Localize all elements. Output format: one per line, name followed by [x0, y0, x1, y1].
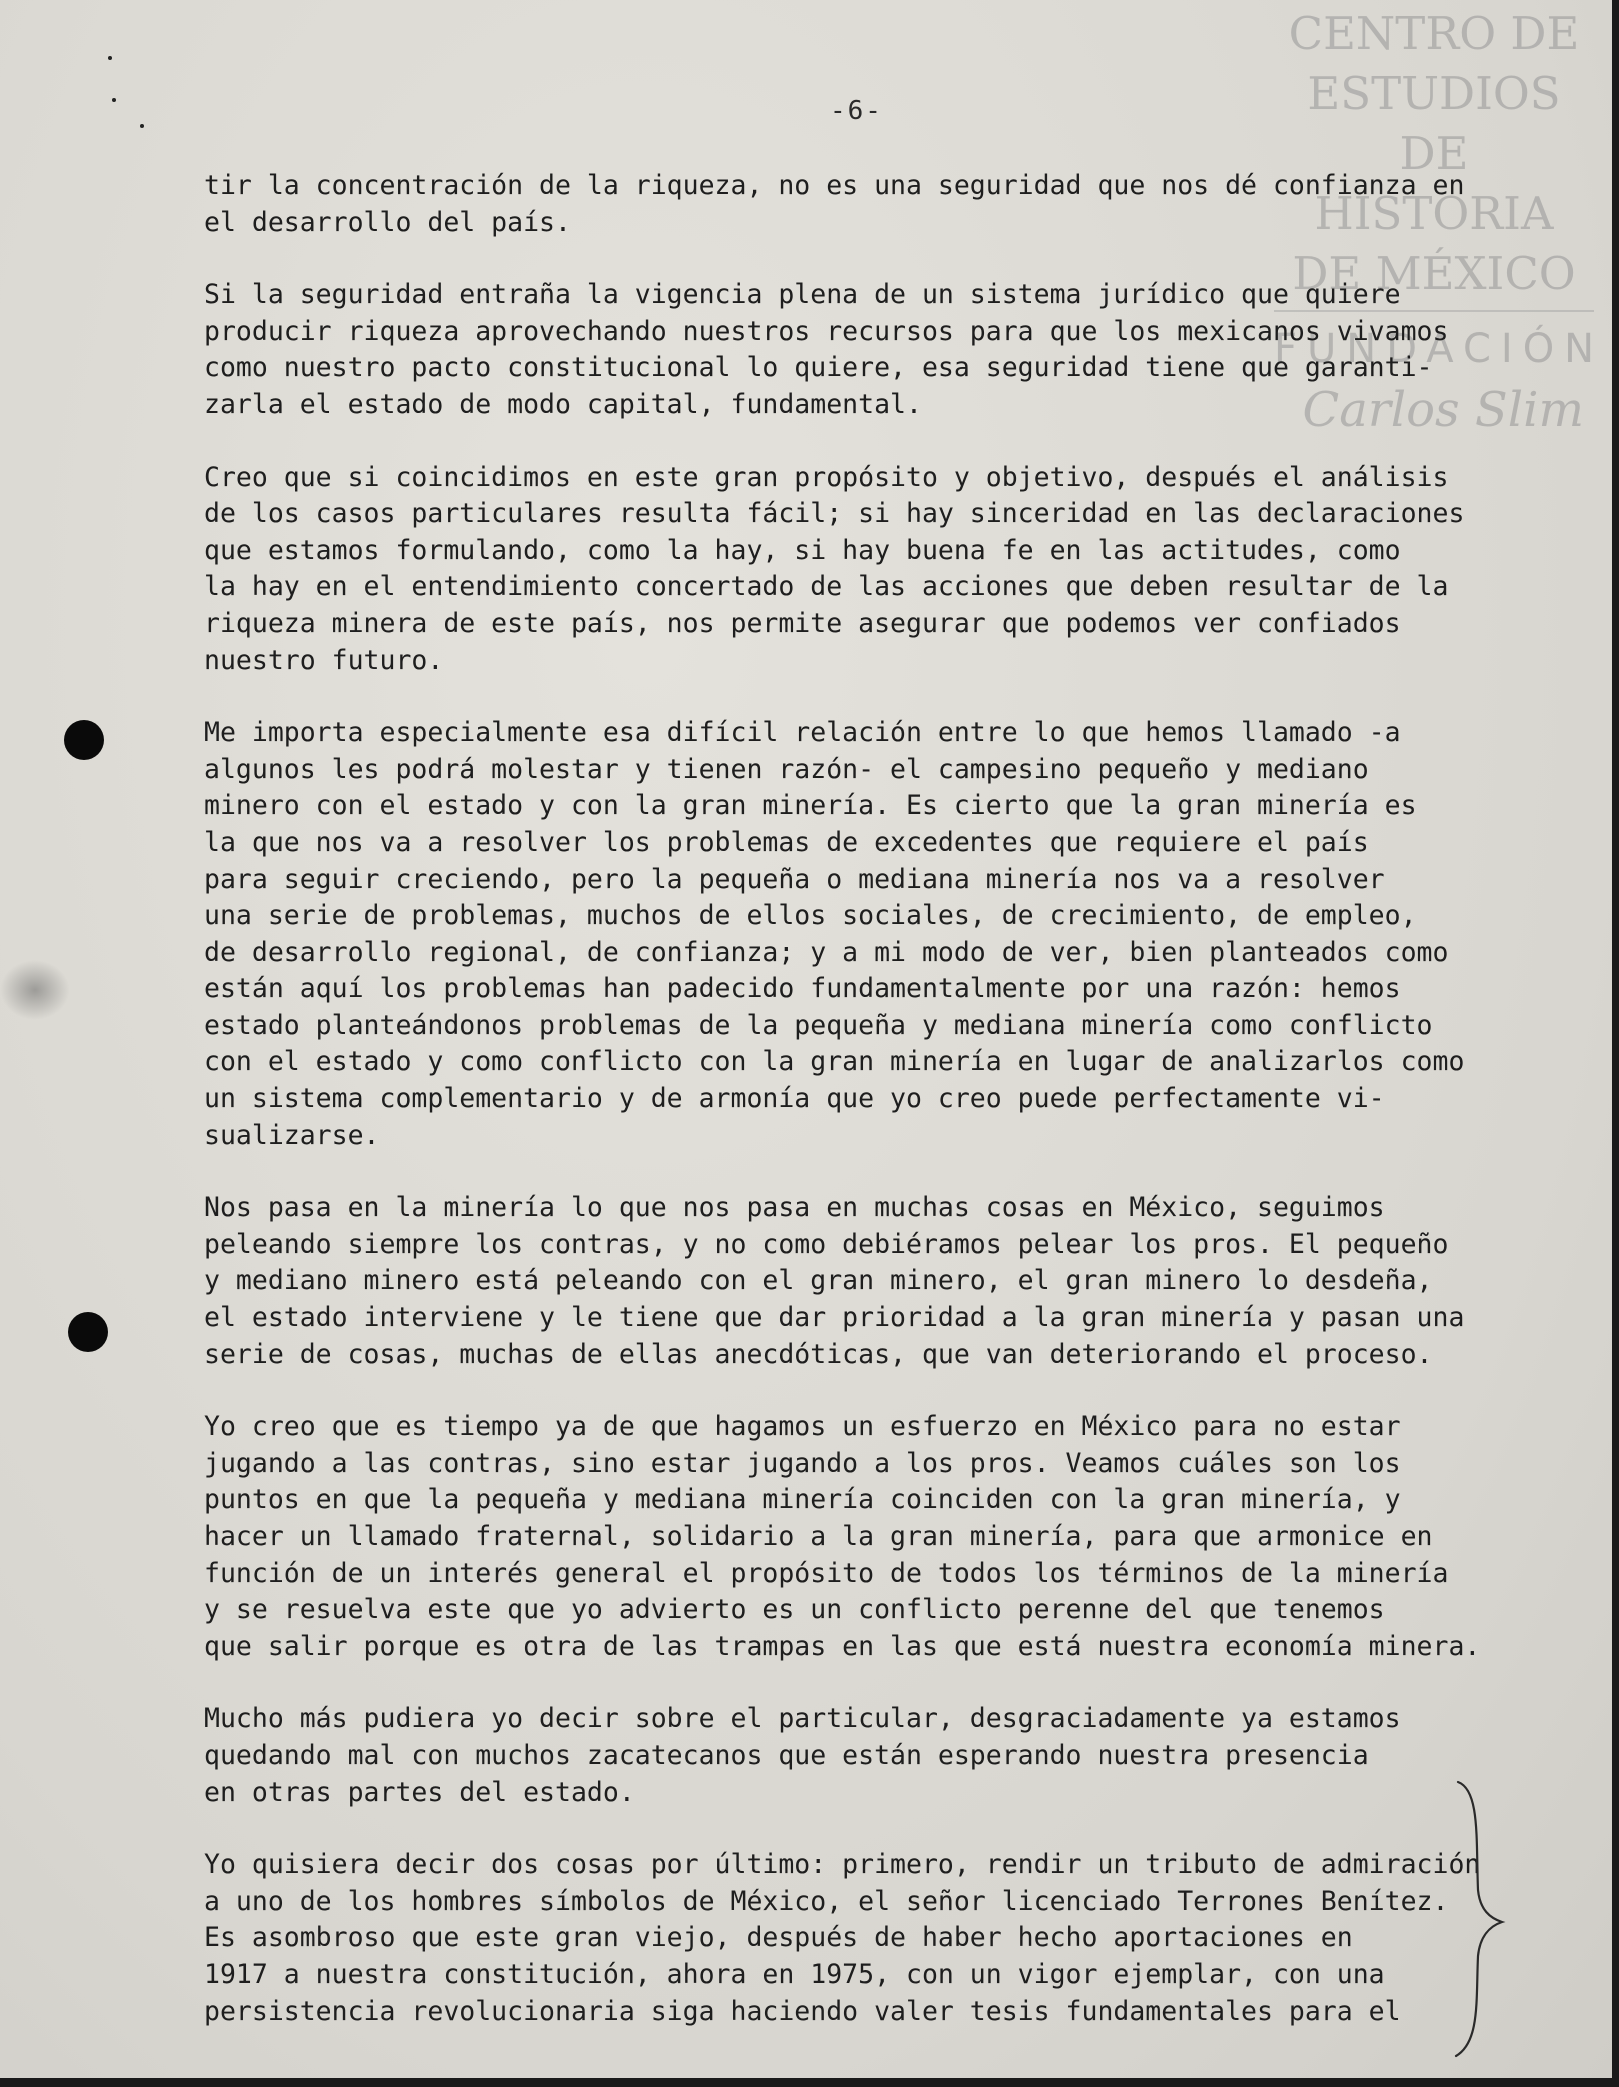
- text-line: como nuestro pacto constitucional lo quiere, esa seguridad tiene que garanti-: [204, 352, 1433, 384]
- text-line: para seguir creciendo, pero la pequeña o mediana minería nos va a resolver: [204, 863, 1385, 895]
- text-line: zarla el estado de modo capital, fundamental.: [204, 388, 922, 420]
- text-line: el desarrollo del país.: [204, 206, 571, 238]
- paragraph-4: [204, 715, 1504, 1154]
- paragraph-7: [204, 1701, 1504, 1811]
- text-line: a uno de los hombres símbolos de México, el señor licenciado Terrones Benítez.: [204, 1885, 1449, 1917]
- text-line: en otras partes del estado.: [204, 1776, 635, 1808]
- watermark-foundation: FUNDACIÓN: [1274, 326, 1605, 372]
- punch-hole-upper: [64, 720, 104, 760]
- watermark-line-1: CENTRO DE: [1288, 7, 1580, 60]
- text-line: Si la seguridad entraña la vigencia plena de un sistema jurídico que quiere: [204, 279, 1401, 311]
- text-line: estado planteándonos problemas de la pequeña y mediana minería como conflicto: [204, 1009, 1433, 1041]
- paragraph-6: [204, 1409, 1504, 1665]
- dust-speck: [108, 56, 112, 60]
- paragraph-1: [204, 168, 1504, 241]
- punch-hole-lower: [68, 1312, 108, 1352]
- text-line: riqueza minera de este país, nos permite asegurar que podemos ver confiados: [204, 607, 1401, 639]
- text-line: algunos les podrá molestar y tienen razón- el campesino pequeño y mediano: [204, 753, 1369, 785]
- text-line: Yo quisiera decir dos cosas por último: primero, rendir un tributo de admiración: [204, 1849, 1481, 1881]
- text-line: que estamos formulando, como la hay, si hay buena fe en las actitudes, como: [204, 534, 1401, 566]
- text-line: Creo que si coincidimos en este gran propósito y objetivo, después el análisis: [204, 461, 1449, 493]
- text-line: hacer un llamado fraternal, solidario a la gran minería, para que armonice en: [204, 1521, 1433, 1552]
- dust-speck: [140, 124, 144, 128]
- watermark-signature: Carlos Slim: [1302, 382, 1584, 438]
- page-number: -6-: [830, 96, 883, 126]
- dust-speck: [112, 98, 116, 102]
- text-line: 1917 a nuestra constitución, ahora en 1975, con un vigor ejemplar, con una: [204, 1958, 1385, 1990]
- text-line: persistencia revolucionaria siga haciendo valer tesis fundamentales para el: [204, 1995, 1401, 2027]
- paragraph-8: [204, 1847, 1504, 2030]
- text-line: de desarrollo regional, de confianza; y a mi modo de ver, bien planteados como: [204, 936, 1449, 968]
- margin-smudge: [0, 960, 70, 1020]
- text-line: una serie de problemas, muchos de ellos sociales, de crecimiento, de empleo,: [204, 900, 1417, 932]
- text-line: sualizarse.: [204, 1119, 380, 1151]
- text-line: el estado interviene y le tiene que dar prioridad a la gran minería y pasan una: [204, 1302, 1465, 1334]
- text-line: Mucho más pudiera yo decir sobre el particular, desgraciadamente ya estamos: [204, 1703, 1401, 1735]
- text-line: y mediano minero está peleando con el gran minero, el gran minero lo desdeña,: [204, 1265, 1433, 1297]
- watermark-line-4: DE MÉXICO: [1292, 247, 1576, 300]
- text-line: minero con el estado y con la gran minería. Es cierto que la gran minería es: [204, 790, 1417, 822]
- handwritten-bracket: [1450, 1780, 1510, 2060]
- text-line: producir riqueza aprovechando nuestros recursos para que los mexicanos vivamos: [204, 315, 1449, 347]
- text-line: con el estado y como conflicto con la gran minería en lugar de analizarlos como: [204, 1046, 1465, 1078]
- text-line: Yo creo que es tiempo ya de que hagamos un esfuerzo en México para no estar: [204, 1411, 1401, 1443]
- text-line: nuestro futuro.: [204, 644, 444, 676]
- text-line: la hay en el entendimiento concertado de las acciones que deben resultar de la: [204, 571, 1449, 603]
- text-line: Es asombroso que este gran viejo, después de haber hecho aportaciones en: [204, 1922, 1353, 1954]
- text-line: que salir porque es otra de las trampas en las que está nuestra economía minera.: [204, 1630, 1481, 1662]
- text-line: serie de cosas, muchas de ellas anecdóticas, que van deteriorando el proceso.: [204, 1338, 1433, 1370]
- paragraph-5: [204, 1190, 1504, 1373]
- text-line: un sistema complementario y de armonía que yo creo puede perfectamente vi-: [204, 1083, 1385, 1115]
- watermark-line-3: DE HISTORIA: [1314, 127, 1554, 240]
- paragraph-2: [204, 277, 1504, 423]
- text-line: de los casos particulares resulta fácil; si hay sinceridad en las declaraciones: [204, 498, 1465, 530]
- text-line: tir la concentración de la riqueza, no es una seguridad que nos dé confianza en: [204, 170, 1465, 201]
- text-line: peleando siempre los contras, y no como debiéramos pelear los pros. El pequeño: [204, 1228, 1449, 1260]
- text-line: jugando a las contras, sino estar jugando a los pros. Veamos cuáles son los: [204, 1447, 1401, 1479]
- text-line: quedando mal con muchos zacatecanos que están esperando nuestra presencia: [204, 1739, 1369, 1771]
- text-line: la que nos va a resolver los problemas de excedentes que requiere el país: [204, 826, 1369, 858]
- paragraph-3: [204, 460, 1504, 680]
- text-line: puntos en que la pequeña y mediana minería coinciden con la gran minería, y: [204, 1484, 1401, 1516]
- text-line: están aquí los problemas han padecido fundamentalmente por una razón: hemos: [204, 973, 1401, 1005]
- document-body: [204, 168, 1504, 2066]
- text-line: función de un interés general el propósito de todos los términos de la minería: [204, 1557, 1449, 1589]
- text-line: Me importa especialmente esa difícil relación entre lo que hemos llamado -a: [204, 717, 1401, 749]
- text-line: Nos pasa en la minería lo que nos pasa en muchas cosas en México, seguimos: [204, 1192, 1385, 1224]
- watermark-line-2: ESTUDIOS: [1307, 67, 1561, 120]
- text-line: y se resuelva este que yo advierto es un conflicto perenne del que tenemos: [204, 1594, 1385, 1626]
